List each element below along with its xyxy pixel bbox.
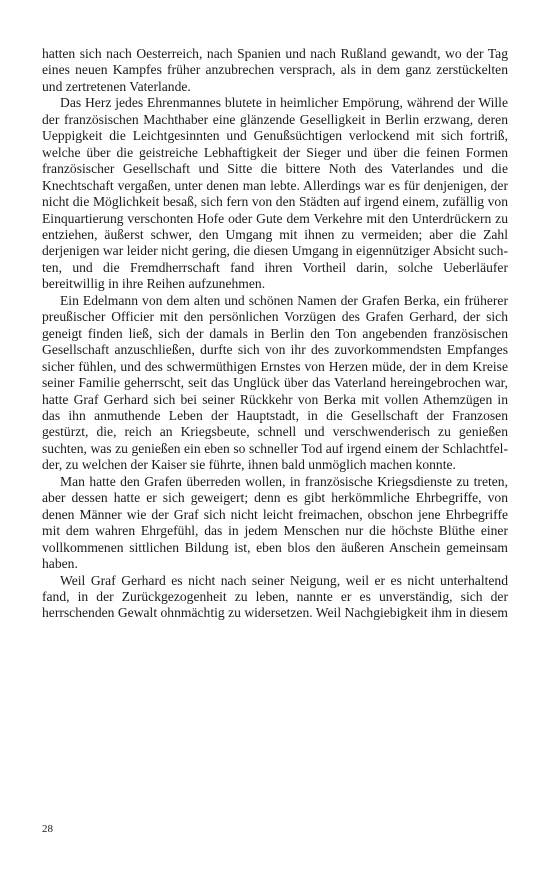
paragraph-3: Ein Edelmann von dem alten und schönen Namen der Grafen Berka, ein früherer preußischer Officier mit den persönlichen Vorzügen des Grafen Gerhard, der sich geneigt finden ließ, sich der damals in Berlin den Ton angebenden französischen Gesellschaft anzuschließen, durfte sich von ihr des zuvorkommendsten Empfanges sicher fühlen, und des schwermüthigen Ernstes von Herzen müde, der in dem Kreise seiner Familie geherrscht, seit das Unglück über das Vaterland hereingebrochen war, hatte Graf Gerhard sich bei seiner Rückkehr von Berka mit vollen Athemzügen in das ihn anmuthende Leben der Hauptstadt, in die Gesellschaft der Franzosen gestürzt, die, reich an Kriegsbeute, schnell und verschwenderisch zu genießen suchten, was zu genießen ein eben so schneller Tod auf irgend einem der Schlachtfelder, zu welchen der Kaiser sie führte, ihnen bald unmöglich machen konnte. [42, 292, 508, 473]
paragraph-1: hatten sich nach Oesterreich, nach Spanien und nach Rußland gewandt, wo der Tag eines neuen Kampfes früher anzubrechen versprach, als in dem ganz zerstückelten und zertretenen Vaterlande. [42, 46, 508, 94]
page-number: 28 [42, 823, 53, 835]
paragraph-2: Das Herz jedes Ehrenmannes blutete in heimlicher Empörung, während der Wille der französischen Machthaber eine glänzende Geselligkeit in Berlin erzwang, deren Ueppigkeit die Leichtgesinnten und Genußsüchtigen verlockend mit sich fortriß, welche über die geistreiche Lebhaftigkeit der Sieger und über die feinen Formen französischer Gesellschaft und Sitte die bittere Noth des Vaterlandes und die Knechtschaft vergaßen, unter denen man lebte. Allerdings war es für denjenigen, der nicht die Möglichkeit besaß, sich fern von den Städten auf irgend einem, zufällig von Einquartierung verschonten Hofe oder Gute dem Verkehre mit den Unterdrückern zu entziehen, äußerst schwer, den Umgang mit ihnen zu vermeiden; aber die Zahl derjenigen war leider nicht gering, die diesen Umgang in eigennütziger Absicht suchten, und die Fremdherrschaft fand ihren Vortheil darin, solche Ueberläufer bereitwillig in ihre Reihen aufzunehmen. [42, 95, 508, 292]
page-body [42, 46, 508, 622]
paragraph-5: Weil Graf Gerhard es nicht nach seiner Neigung, weil er es nicht unterhaltend fand, in der Zurückgezogenheit zu leben, nannte er es unverständig, sich der herrschenden Gewalt ohnmächtig zu widersetzen. Weil Nachgiebigkeit ihm in diesem [42, 572, 508, 621]
paragraph-4: Man hatte den Grafen überreden wollen, in französische Kriegsdienste zu treten, aber dessen hatte er sich geweigert; denn es gibt herkömmliche Ehrbegriffe, von denen Männer wie der Graf sich nicht leicht freimachen, obschon jene Ehrbegriffe mit dem wahren Ehrgefühl, das in jedem Menschen nur die höchste Blüthe einer vollkommenen sittlichen Bildung ist, eben blos den äußeren Anschein gemeinsam haben. [42, 473, 508, 572]
